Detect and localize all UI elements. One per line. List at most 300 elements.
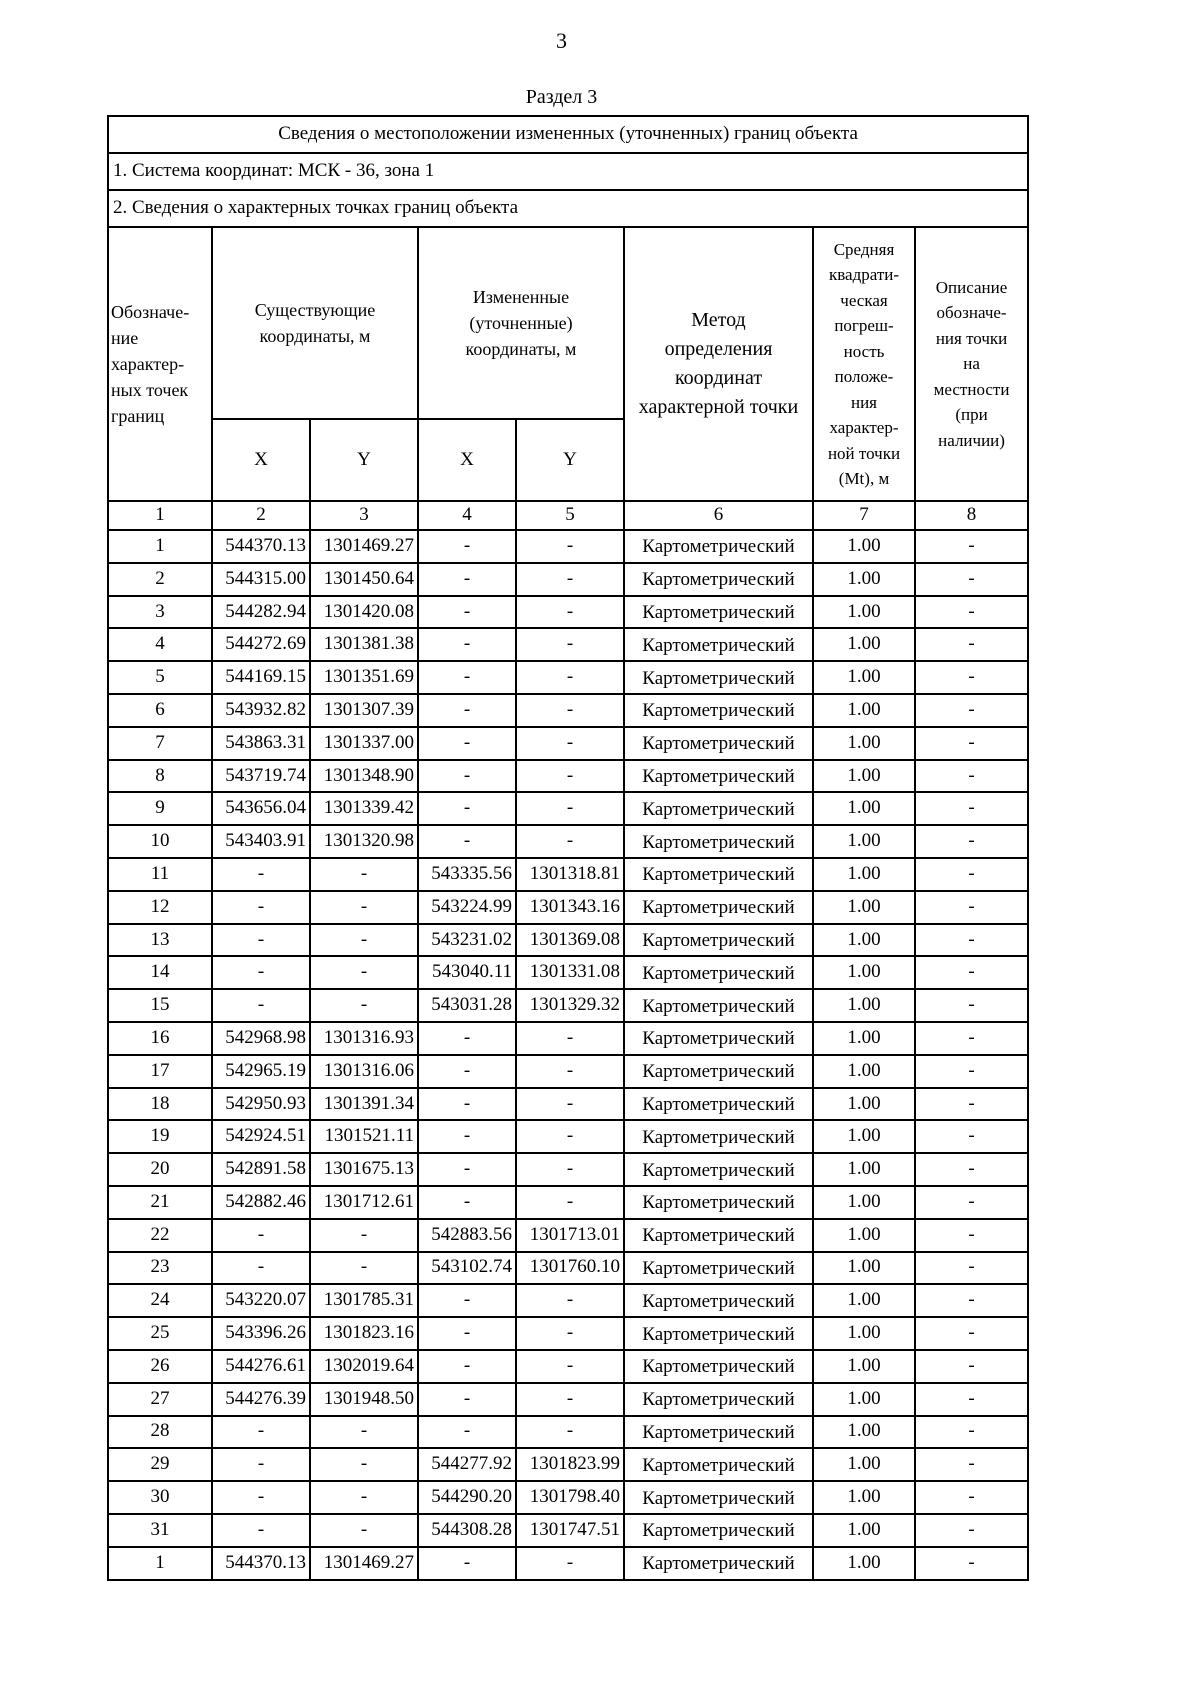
description-cell: - [915,1481,1028,1514]
point-id-cell: 29 [108,1448,212,1481]
changed-y-cell: - [516,1055,624,1088]
changed-x-cell: 543031.28 [418,989,516,1022]
column-number: 8 [915,501,1028,530]
existing-y-cell: 1301348.90 [310,760,418,793]
changed-y-cell: - [516,596,624,629]
column-number-row [108,501,1028,530]
page-number: 3 [556,28,567,53]
table-row [108,628,1028,661]
table-row [108,661,1028,694]
description-cell: - [915,1547,1028,1580]
mean-error-cell: 1.00 [813,727,915,760]
header-existing-coordinates: Существующие координаты, м [212,227,418,419]
description-cell: - [915,1153,1028,1186]
table-row [108,1252,1028,1285]
point-id-cell: 11 [108,858,212,891]
existing-y-cell: 1301469.27 [310,530,418,563]
description-cell: - [915,661,1028,694]
table-row [108,727,1028,760]
mean-error-cell: 1.00 [813,694,915,727]
description-cell: - [915,1252,1028,1285]
existing-x-cell: - [212,1252,310,1285]
existing-x-cell: - [212,1416,310,1449]
existing-x-cell: - [212,1514,310,1547]
existing-y-cell: 1301712.61 [310,1186,418,1219]
changed-x-cell: - [418,1088,516,1121]
table-row [108,1317,1028,1350]
changed-x-cell: - [418,1186,516,1219]
point-id-cell: 15 [108,989,212,1022]
method-cell: Картометрический [624,1383,813,1416]
point-id-cell: 8 [108,760,212,793]
existing-x-cell: - [212,956,310,989]
points-heading: 2. Сведения о характерных точках границ объекта [108,190,1028,227]
description-cell: - [915,1022,1028,1055]
changed-y-cell: - [516,530,624,563]
changed-x-cell: - [418,1547,516,1580]
mean-error-cell: 1.00 [813,891,915,924]
point-id-cell: 14 [108,956,212,989]
changed-y-cell: 1301747.51 [516,1514,624,1547]
method-cell: Картометрический [624,792,813,825]
changed-x-cell: - [418,1120,516,1153]
description-cell: - [915,1448,1028,1481]
point-id-cell: 17 [108,1055,212,1088]
mean-error-cell: 1.00 [813,1383,915,1416]
existing-x-cell: 543932.82 [212,694,310,727]
changed-x-cell: - [418,1022,516,1055]
table-row [108,1514,1028,1547]
existing-y-cell: 1301823.16 [310,1317,418,1350]
point-id-cell: 23 [108,1252,212,1285]
mean-error-cell: 1.00 [813,1153,915,1186]
existing-y-cell: - [310,1514,418,1547]
changed-x-cell: - [418,792,516,825]
mean-error-cell: 1.00 [813,596,915,629]
existing-x-cell: - [212,1448,310,1481]
changed-y-cell: - [516,1186,624,1219]
table-row [108,1383,1028,1416]
point-id-cell: 27 [108,1383,212,1416]
header-existing-y: Y [310,419,418,501]
point-id-cell: 7 [108,727,212,760]
existing-y-cell: - [310,924,418,957]
column-number: 1 [108,501,212,530]
method-cell: Картометрический [624,858,813,891]
method-cell: Картометрический [624,1547,813,1580]
table-row [108,1284,1028,1317]
changed-x-cell: - [418,596,516,629]
header-changed-y: Y [516,419,624,501]
table-row [108,1153,1028,1186]
point-id-cell: 4 [108,628,212,661]
changed-x-cell: - [418,628,516,661]
changed-x-cell: 543224.99 [418,891,516,924]
method-cell: Картометрический [624,1252,813,1285]
changed-x-cell: - [418,661,516,694]
existing-y-cell: 1301785.31 [310,1284,418,1317]
mean-error-cell: 1.00 [813,1547,915,1580]
column-number: 3 [310,501,418,530]
header-changed-x: X [418,419,516,501]
table-row [108,1186,1028,1219]
point-id-cell: 6 [108,694,212,727]
method-cell: Картометрический [624,530,813,563]
existing-y-cell: 1301469.27 [310,1547,418,1580]
changed-y-cell: - [516,825,624,858]
point-id-cell: 19 [108,1120,212,1153]
changed-x-cell: - [418,694,516,727]
mean-error-cell: 1.00 [813,1120,915,1153]
existing-x-cell: 544370.13 [212,530,310,563]
description-cell: - [915,1317,1028,1350]
column-number: 6 [624,501,813,530]
table-row [108,530,1028,563]
method-cell: Картометрический [624,1186,813,1219]
existing-x-cell: 544370.13 [212,1547,310,1580]
point-id-cell: 5 [108,661,212,694]
mean-error-cell: 1.00 [813,1317,915,1350]
existing-x-cell: 542968.98 [212,1022,310,1055]
method-cell: Картометрический [624,1055,813,1088]
existing-y-cell: 1301351.69 [310,661,418,694]
point-id-cell: 18 [108,1088,212,1121]
point-id-cell: 30 [108,1481,212,1514]
table-row [108,956,1028,989]
changed-x-cell: - [418,530,516,563]
existing-y-cell: 1301307.39 [310,694,418,727]
existing-x-cell: - [212,891,310,924]
changed-x-cell: 543335.56 [418,858,516,891]
method-cell: Картометрический [624,1088,813,1121]
table-row [108,596,1028,629]
method-cell: Картометрический [624,694,813,727]
mean-error-cell: 1.00 [813,1350,915,1383]
mean-error-cell: 1.00 [813,1022,915,1055]
changed-y-cell: - [516,1022,624,1055]
existing-y-cell: 1301948.50 [310,1383,418,1416]
method-cell: Картометрический [624,1514,813,1547]
table-row [108,858,1028,891]
column-number: 5 [516,501,624,530]
existing-x-cell: 543220.07 [212,1284,310,1317]
changed-y-cell: 1301343.16 [516,891,624,924]
mean-error-cell: 1.00 [813,1088,915,1121]
mean-error-cell: 1.00 [813,661,915,694]
description-cell: - [915,530,1028,563]
description-cell: - [915,1120,1028,1153]
mean-error-cell: 1.00 [813,924,915,957]
existing-y-cell: 1301675.13 [310,1153,418,1186]
boundary-points-table [107,115,1029,1581]
changed-y-cell: - [516,1383,624,1416]
header-existing-x: X [212,419,310,501]
mean-error-cell: 1.00 [813,1252,915,1285]
header-method: Метод определения координат характерной точки [624,227,813,501]
changed-x-cell: - [418,1416,516,1449]
changed-y-cell: - [516,792,624,825]
changed-x-cell: - [418,1055,516,1088]
mean-error-cell: 1.00 [813,760,915,793]
description-cell: - [915,1088,1028,1121]
method-cell: Картометрический [624,596,813,629]
existing-x-cell: 543656.04 [212,792,310,825]
table-row [108,825,1028,858]
method-cell: Картометрический [624,825,813,858]
changed-y-cell: 1301318.81 [516,858,624,891]
existing-x-cell: 543863.31 [212,727,310,760]
mean-error-cell: 1.00 [813,792,915,825]
existing-y-cell: 1301339.42 [310,792,418,825]
table-row [108,760,1028,793]
existing-x-cell: 542950.93 [212,1088,310,1121]
existing-x-cell: 542891.58 [212,1153,310,1186]
description-cell: - [915,792,1028,825]
changed-x-cell: - [418,760,516,793]
mean-error-cell: 1.00 [813,1481,915,1514]
description-cell: - [915,1514,1028,1547]
table-row [108,1448,1028,1481]
mean-error-cell: 1.00 [813,1186,915,1219]
existing-x-cell: - [212,989,310,1022]
existing-x-cell: 544276.61 [212,1350,310,1383]
header-mean-error: Средняя квадрати- ческая погреш- ность положе- ния характер- ной точки (Mt), м [813,227,915,501]
mean-error-cell: 1.00 [813,563,915,596]
description-cell: - [915,563,1028,596]
existing-y-cell: 1301381.38 [310,628,418,661]
method-cell: Картометрический [624,1284,813,1317]
existing-x-cell: 544272.69 [212,628,310,661]
changed-x-cell: - [418,1317,516,1350]
description-cell: - [915,924,1028,957]
method-cell: Картометрический [624,1219,813,1252]
table-row [108,792,1028,825]
existing-x-cell: 543719.74 [212,760,310,793]
existing-y-cell: 1301316.06 [310,1055,418,1088]
existing-y-cell: - [310,989,418,1022]
changed-x-cell: 543040.11 [418,956,516,989]
existing-y-cell: 1301316.93 [310,1022,418,1055]
point-id-cell: 3 [108,596,212,629]
changed-y-cell: - [516,727,624,760]
existing-y-cell: 1302019.64 [310,1350,418,1383]
changed-x-cell: 544308.28 [418,1514,516,1547]
existing-y-cell: - [310,1252,418,1285]
mean-error-cell: 1.00 [813,858,915,891]
existing-x-cell: 544282.94 [212,596,310,629]
section-title: Раздел 3 [525,86,598,108]
existing-y-cell: - [310,1219,418,1252]
changed-x-cell: - [418,1383,516,1416]
table-row [108,1219,1028,1252]
changed-y-cell: 1301798.40 [516,1481,624,1514]
changed-x-cell: - [418,563,516,596]
changed-x-cell: 543102.74 [418,1252,516,1285]
description-cell: - [915,891,1028,924]
existing-x-cell: - [212,1481,310,1514]
description-cell: - [915,694,1028,727]
changed-x-cell: - [418,1153,516,1186]
mean-error-cell: 1.00 [813,956,915,989]
method-cell: Картометрический [624,563,813,596]
mean-error-cell: 1.00 [813,628,915,661]
description-cell: - [915,1284,1028,1317]
description-cell: - [915,956,1028,989]
header-description: Описание обозначе- ния точки на местности (при наличии) [915,227,1028,501]
table-row [108,924,1028,957]
changed-x-cell: - [418,825,516,858]
existing-x-cell: - [212,924,310,957]
point-id-cell: 26 [108,1350,212,1383]
changed-x-cell: 544277.92 [418,1448,516,1481]
existing-x-cell: - [212,1219,310,1252]
description-cell: - [915,825,1028,858]
changed-y-cell: - [516,694,624,727]
method-cell: Картометрический [624,1317,813,1350]
description-cell: - [915,628,1028,661]
description-cell: - [915,1416,1028,1449]
existing-x-cell: 542965.19 [212,1055,310,1088]
point-id-cell: 28 [108,1416,212,1449]
method-cell: Картометрический [624,924,813,957]
table-row [108,694,1028,727]
changed-y-cell: - [516,1317,624,1350]
method-cell: Картометрический [624,891,813,924]
mean-error-cell: 1.00 [813,989,915,1022]
changed-y-cell: - [516,1088,624,1121]
method-cell: Картометрический [624,1120,813,1153]
method-cell: Картометрический [624,727,813,760]
table-row [108,1120,1028,1153]
method-cell: Картометрический [624,760,813,793]
description-cell: - [915,727,1028,760]
changed-y-cell: 1301329.32 [516,989,624,1022]
existing-x-cell: - [212,858,310,891]
description-cell: - [915,1055,1028,1088]
changed-x-cell: 544290.20 [418,1481,516,1514]
changed-y-cell: 1301713.01 [516,1219,624,1252]
table-row [108,1055,1028,1088]
point-id-cell: 10 [108,825,212,858]
table-row [108,1088,1028,1121]
existing-x-cell: 543396.26 [212,1317,310,1350]
existing-y-cell: - [310,891,418,924]
coordinate-system: 1. Система координат: МСК - 36, зона 1 [108,153,1028,190]
method-cell: Картометрический [624,628,813,661]
point-id-cell: 2 [108,563,212,596]
column-number: 7 [813,501,915,530]
table-row [108,1547,1028,1580]
changed-y-cell: - [516,628,624,661]
table-row [108,989,1028,1022]
mean-error-cell: 1.00 [813,1448,915,1481]
mean-error-cell: 1.00 [813,1219,915,1252]
mean-error-cell: 1.00 [813,825,915,858]
method-cell: Картометрический [624,956,813,989]
method-cell: Картометрический [624,661,813,694]
point-id-cell: 22 [108,1219,212,1252]
changed-y-cell: - [516,1547,624,1580]
existing-x-cell: 542924.51 [212,1120,310,1153]
existing-y-cell: 1301420.08 [310,596,418,629]
point-id-cell: 12 [108,891,212,924]
method-cell: Картометрический [624,1481,813,1514]
changed-x-cell: - [418,1350,516,1383]
mean-error-cell: 1.00 [813,1416,915,1449]
table-row [108,1350,1028,1383]
method-cell: Картометрический [624,1350,813,1383]
column-number: 4 [418,501,516,530]
description-cell: - [915,1219,1028,1252]
existing-x-cell: 544276.39 [212,1383,310,1416]
changed-y-cell: - [516,760,624,793]
description-cell: - [915,989,1028,1022]
table-row [108,1022,1028,1055]
description-cell: - [915,1186,1028,1219]
existing-y-cell: 1301450.64 [310,563,418,596]
method-cell: Картометрический [624,1022,813,1055]
existing-x-cell: 543403.91 [212,825,310,858]
point-id-cell: 13 [108,924,212,957]
points-table-body [108,530,1028,1580]
mean-error-cell: 1.00 [813,1514,915,1547]
point-id-cell: 31 [108,1514,212,1547]
changed-y-cell: - [516,661,624,694]
description-cell: - [915,760,1028,793]
changed-x-cell: - [418,1284,516,1317]
changed-y-cell: 1301823.99 [516,1448,624,1481]
existing-x-cell: 544169.15 [212,661,310,694]
existing-y-cell: - [310,1481,418,1514]
mean-error-cell: 1.00 [813,1284,915,1317]
column-number: 2 [212,501,310,530]
header-changed-coordinates: Измененные (уточненные) координаты, м [418,227,624,419]
point-id-cell: 24 [108,1284,212,1317]
existing-y-cell: - [310,858,418,891]
mean-error-cell: 1.00 [813,1055,915,1088]
point-id-cell: 25 [108,1317,212,1350]
table-row [108,1416,1028,1449]
changed-x-cell: 543231.02 [418,924,516,957]
existing-y-cell: 1301521.11 [310,1120,418,1153]
method-cell: Картометрический [624,989,813,1022]
changed-y-cell: 1301760.10 [516,1252,624,1285]
existing-x-cell: 542882.46 [212,1186,310,1219]
description-cell: - [915,596,1028,629]
table-row [108,563,1028,596]
point-id-cell: 16 [108,1022,212,1055]
point-id-cell: 1 [108,530,212,563]
changed-x-cell: - [418,727,516,760]
mean-error-cell: 1.00 [813,530,915,563]
table-title: Сведения о местоположении измененных (уточненных) границ объекта [108,116,1028,153]
changed-y-cell: - [516,563,624,596]
table-row [108,891,1028,924]
table-row [108,1481,1028,1514]
point-id-cell: 9 [108,792,212,825]
method-cell: Картометрический [624,1448,813,1481]
description-cell: - [915,1350,1028,1383]
point-id-cell: 21 [108,1186,212,1219]
changed-y-cell: - [516,1350,624,1383]
method-cell: Картометрический [624,1416,813,1449]
existing-x-cell: 544315.00 [212,563,310,596]
description-cell: - [915,1383,1028,1416]
existing-y-cell: - [310,1416,418,1449]
changed-y-cell: - [516,1153,624,1186]
changed-y-cell: - [516,1120,624,1153]
changed-y-cell: - [516,1284,624,1317]
